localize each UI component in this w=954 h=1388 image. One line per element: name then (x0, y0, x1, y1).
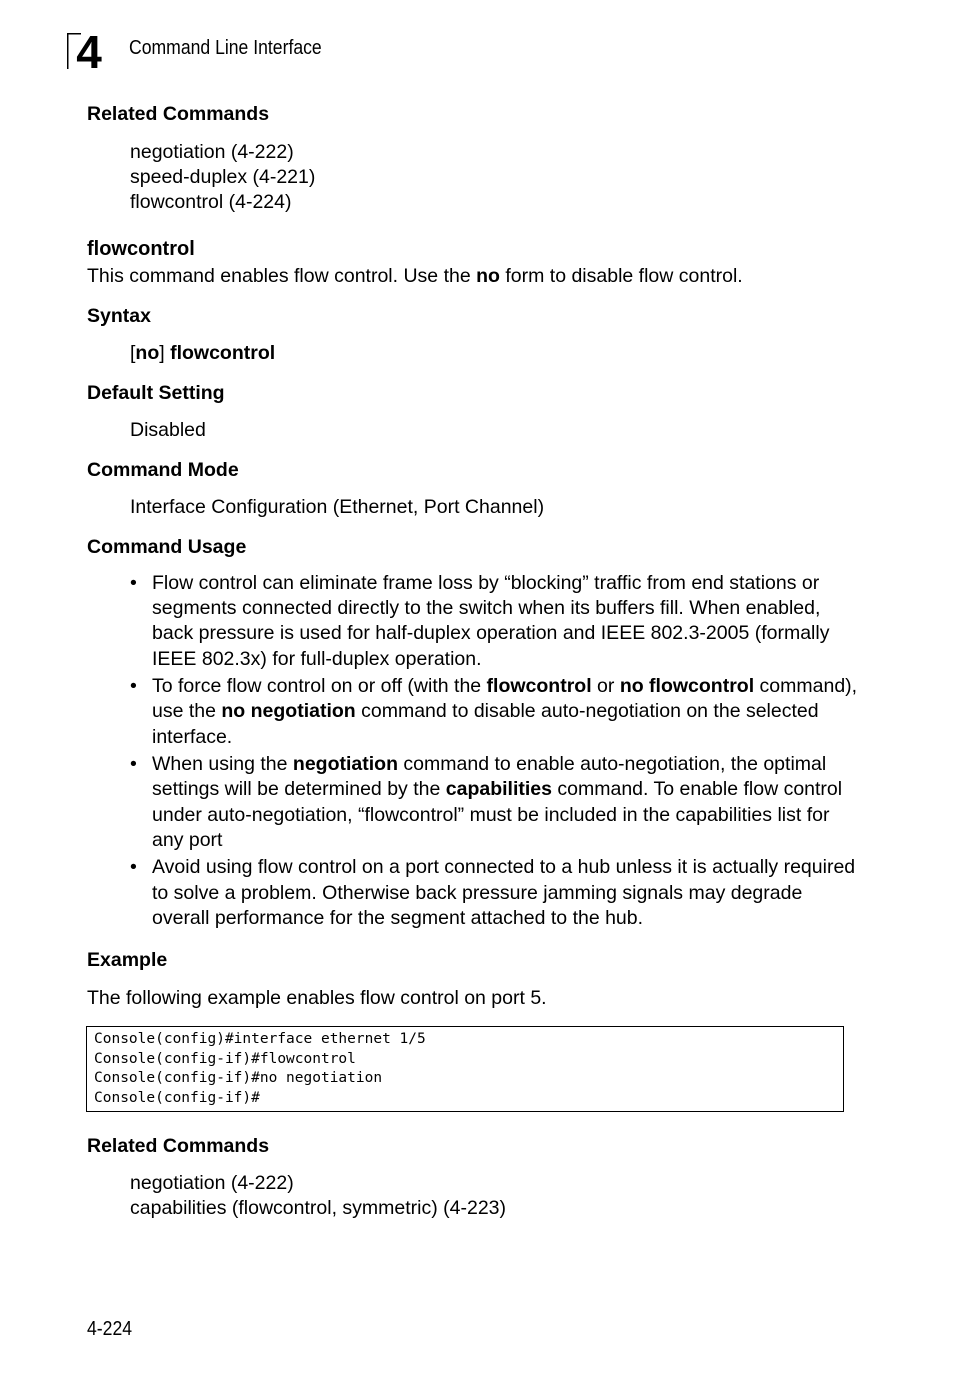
command-mode-value: Interface Configuration (Ethernet, Port Channel) (130, 496, 545, 518)
related-commands-heading: Related Commands (87, 103, 270, 125)
example-intro: The following example enables flow control on port 5. (87, 987, 547, 1009)
code-line: Console(config-if)#no negotiation (94, 1070, 383, 1086)
usage-item: • To force flow control on or off (with the flowcontrol or no flowcontrol command), use the no negotiation command to disable auto-negotiation on the selected interface. (130, 675, 858, 748)
bullet: • (130, 856, 137, 879)
code-line: Console(config-if)# (94, 1089, 260, 1106)
example-heading: Example (87, 949, 168, 971)
related-command-item: flowcontrol (4-224) (130, 191, 292, 213)
bullet: • (130, 675, 137, 698)
usage-item: • When using the negotiation command to enable auto-negotiation, the optimal settings will be determined by the capabilities command. To enable flow control under auto-negotiation, “flowcontrol” must be included in the capabilities list for any port (130, 753, 843, 851)
syntax-line: [no] flowcontrol (130, 342, 276, 364)
usage-item: • Avoid using flow control on a port connected to a hub unless it is actually required to solve a problem. Otherwise back pressure jamming signals may degrade overall performance for the segment attached to the hub. (130, 856, 856, 929)
command-title: flowcontrol (87, 238, 195, 260)
related-command-item: capabilities (flowcontrol, symmetric) (4-223) (130, 1197, 507, 1219)
code-example-box (86, 1026, 844, 1112)
command-usage-heading: Command Usage (87, 536, 247, 558)
chapter-number: 4 (76, 33, 102, 69)
bullet: • (130, 572, 137, 594)
command-description: This command enables flow control. Use the no form to disable flow control. (87, 265, 743, 287)
syntax-heading: Syntax (87, 305, 151, 327)
page-number: 4-224 (87, 1318, 133, 1340)
command-mode-heading: Command Mode (87, 459, 239, 481)
usage-item: • Flow control can eliminate frame loss by “blocking” traffic from end stations or segments connected directly to the switch when its buffers fill. When enabled, back pressure is used for half-duplex operation and IEEE 802.3-2005 (formally IEEE 802.3x) for full-duplex operation. (130, 572, 830, 670)
bullet: • (130, 753, 137, 776)
default-setting-value: Disabled (130, 419, 206, 441)
running-header-title: Command Line Interface (129, 37, 322, 59)
code-line: Console(config-if)#flowcontrol (94, 1050, 356, 1067)
chapter-number-badge (67, 33, 107, 69)
related-command-item: negotiation (4-222) (130, 1172, 294, 1194)
command-usage-list (130, 571, 860, 933)
code-line: Console(config)#interface ethernet 1/5 (94, 1031, 426, 1047)
default-setting-heading: Default Setting (87, 382, 225, 404)
related-commands-heading: Related Commands (87, 1135, 270, 1157)
related-command-item: speed-duplex (4-221) (130, 166, 316, 188)
related-command-item: negotiation (4-222) (130, 141, 294, 163)
